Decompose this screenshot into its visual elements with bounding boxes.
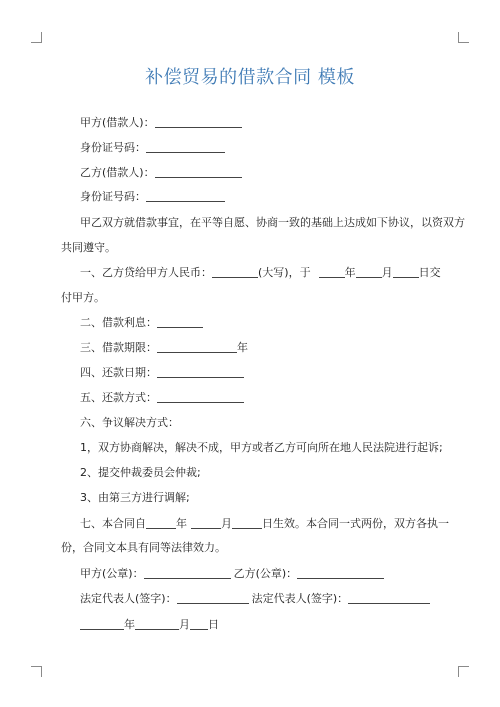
year-blank-1[interactable] xyxy=(319,266,345,278)
party-b-rep-label: 法定代表人(签字)： xyxy=(251,592,349,605)
sign-month-blank[interactable] xyxy=(135,618,179,630)
party-b-rep-blank[interactable] xyxy=(348,592,430,604)
amount-blank[interactable] xyxy=(212,266,258,278)
clause-4-label: 四、还款日期： xyxy=(80,366,157,379)
id-number-label-1: 身份证号码： xyxy=(80,141,146,154)
day-blank-2[interactable] xyxy=(232,517,262,529)
clause-2-line xyxy=(80,316,203,330)
repay-method-blank[interactable] xyxy=(157,391,244,403)
clause-3-line xyxy=(80,341,248,355)
clause-4-line xyxy=(80,366,244,380)
sign-day-blank[interactable] xyxy=(190,618,208,630)
clause-7-effective: 日生效。本合同一式两份，双方各执一 xyxy=(262,517,449,530)
crop-mark-bottom-left xyxy=(31,666,42,677)
intro-paragraph-line-2: 共同遵守。 xyxy=(61,241,116,254)
party-b-seal-blank[interactable] xyxy=(297,567,384,579)
party-a-blank[interactable] xyxy=(155,116,242,128)
term-year-label: 年 xyxy=(237,341,248,354)
sign-month-label: 月 xyxy=(179,618,190,631)
year-label-2: 年 xyxy=(176,517,187,530)
clause-1-line-1 xyxy=(80,266,441,280)
seal-line xyxy=(80,567,384,581)
party-b-seal-label: 乙方(公章)： xyxy=(233,567,298,580)
clause-1-line-2: 付甲方。 xyxy=(61,291,105,304)
document-title: 补偿贸易的借款合同 模板 xyxy=(145,67,355,88)
party-b-label: 乙方(借款人)： xyxy=(80,166,155,179)
day-label-1: 日交 xyxy=(418,266,441,279)
month-label-1: 月 xyxy=(381,266,393,279)
id-number-blank-2[interactable] xyxy=(146,190,225,202)
clause-1-text: 一、乙方贷给甲方人民币： xyxy=(80,266,212,279)
id-number-line-2 xyxy=(80,190,225,204)
dispute-option-1: 1，双方协商解决，解决不成，甲方或者乙方可向所在地人民法院进行起诉; xyxy=(80,441,443,454)
clause-1-capital: (大写)，于 xyxy=(258,266,311,279)
id-number-blank-1[interactable] xyxy=(146,141,225,153)
party-a-rep-label: 法定代表人(签字)： xyxy=(80,592,177,605)
repay-date-blank[interactable] xyxy=(157,366,244,378)
clause-6-heading: 六、争议解决方式： xyxy=(80,416,179,429)
representative-line xyxy=(80,592,430,606)
id-number-label-2: 身份证号码： xyxy=(80,190,146,203)
clause-5-label: 五、还款方式： xyxy=(80,391,157,404)
month-blank-2[interactable] xyxy=(191,517,221,529)
interest-blank[interactable] xyxy=(157,316,203,328)
party-a-label: 甲方(借款人)： xyxy=(80,116,155,129)
party-a-seal-blank[interactable] xyxy=(144,567,231,579)
dispute-option-3: 3、由第三方进行调解; xyxy=(80,491,190,504)
intro-paragraph-line-1: 甲乙双方就借款事宜，在平等自愿、协商一致的基础上达成如下协议，以资双方 xyxy=(80,216,465,229)
party-a-rep-blank[interactable] xyxy=(177,592,249,604)
clause-7-text: 七、本合同自 xyxy=(80,517,146,530)
clause-5-line xyxy=(80,391,244,405)
signing-date-line xyxy=(80,618,219,632)
party-a-line xyxy=(80,116,242,130)
sign-year-blank[interactable] xyxy=(80,618,124,630)
sign-year-label: 年 xyxy=(124,618,135,631)
crop-mark-top-right xyxy=(458,32,469,43)
clause-7-line-1 xyxy=(80,517,449,531)
day-blank-1[interactable] xyxy=(393,266,419,278)
dispute-option-2: 2、提交仲裁委员会仲裁; xyxy=(80,466,201,479)
clause-2-label: 二、借款利息： xyxy=(80,316,157,329)
term-blank[interactable] xyxy=(157,341,237,353)
sign-day-label: 日 xyxy=(208,618,219,631)
party-a-seal-label: 甲方(公章)： xyxy=(80,567,144,580)
crop-mark-top-left xyxy=(31,32,42,43)
party-b-line xyxy=(80,166,242,180)
id-number-line-1 xyxy=(80,141,225,155)
party-b-blank[interactable] xyxy=(155,166,242,178)
clause-3-label: 三、借款期限： xyxy=(80,341,157,354)
year-blank-2[interactable] xyxy=(146,517,176,529)
month-blank-1[interactable] xyxy=(356,266,382,278)
clause-7-line-2: 份，合同文本具有同等法律效力。 xyxy=(61,541,226,554)
year-label-1: 年 xyxy=(344,266,356,279)
month-label-2: 月 xyxy=(221,517,232,530)
crop-mark-bottom-right xyxy=(458,666,469,677)
